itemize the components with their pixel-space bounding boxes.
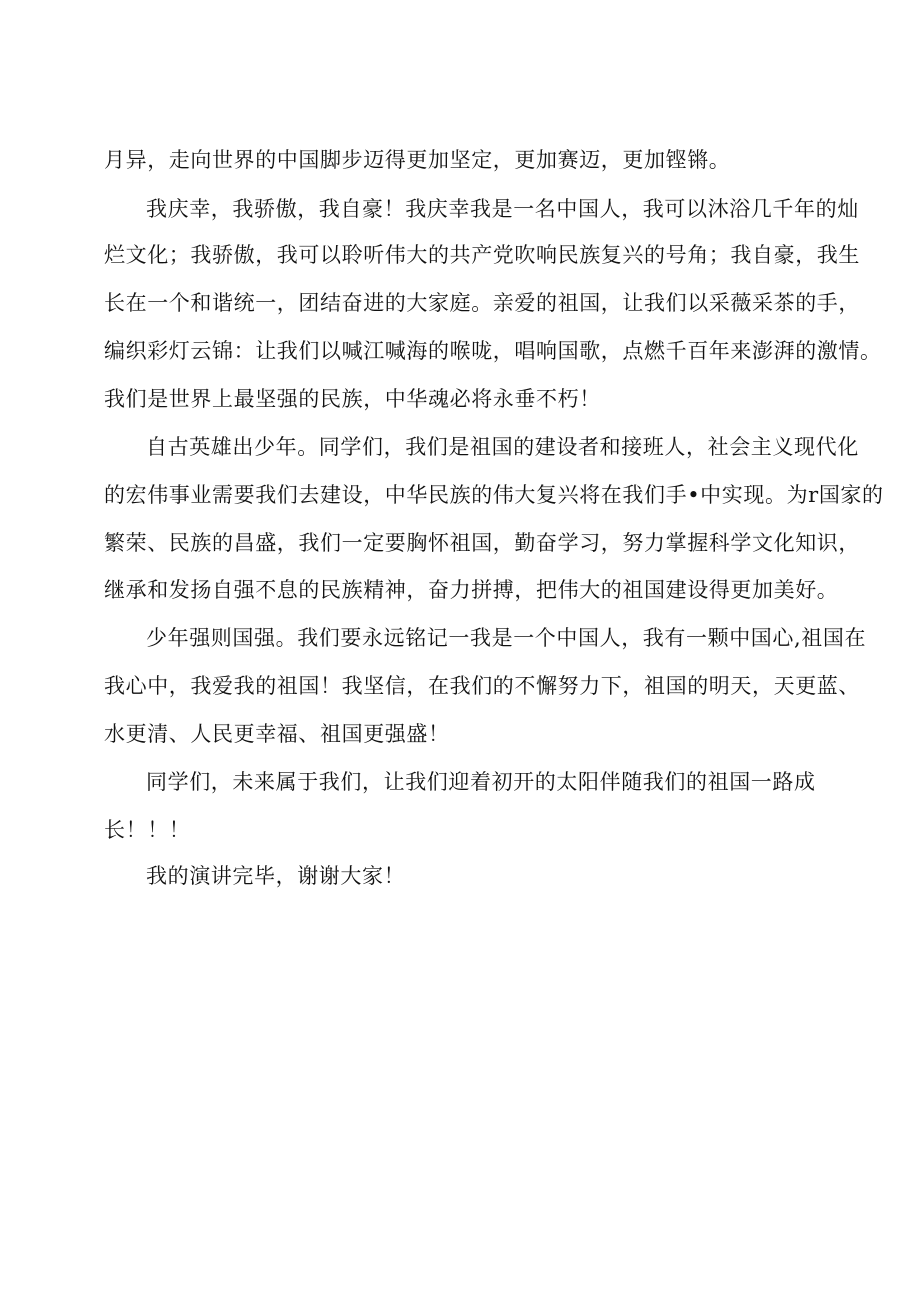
text-line: 水更清、人民更幸福、祖国更强盛！	[104, 722, 450, 746]
text-line: 长在一个和谐统一，团结奋进的大家庭。亲爱的祖国，让我们以采薇采茶的手，	[104, 291, 860, 315]
text-line: 长！！！	[104, 818, 191, 842]
text-line: 同学们，未来属于我们，让我们迎着初开的太阳伴随我们的祖国一路成	[146, 770, 816, 794]
text-line: 编织彩灯云锦：让我们以喊江喊海的喉咙，唱响国歌，点燃千百年来澎湃的激情。	[104, 339, 882, 363]
text-line: 我心中，我爱我的祖国！我坚信，在我们的不懈努力下，祖国的明天，天更蓝、	[104, 674, 860, 698]
text-line: 我们是世界上最坚强的民族，中华魂必将永垂不朽！	[104, 387, 601, 411]
text-line: 自古英雄出少年。同学们，我们是祖国的建设者和接班人，社会主义现代化	[146, 435, 859, 459]
text-line: 烂文化；我骄傲，我可以聆听伟大的共产党吹响民族复兴的号角；我自豪，我生	[104, 243, 860, 267]
text-line: 月异，走向世界的中国脚步迈得更加坚定，更加赛迈，更加铿锵。	[104, 148, 731, 172]
text-line: 的宏伟事业需要我们去建设，中华民族的伟大复兴将在我们手•中实现。为r国家的	[104, 483, 884, 507]
text-line: 我的演讲完毕，谢谢大家！	[146, 864, 406, 888]
text-line: 少年强则国强。我们要永远铭记一我是一个中国人，我有一颗中国心,祖国在	[146, 626, 867, 650]
text-line: 我庆幸，我骄傲，我自豪！我庆幸我是一名中国人，我可以沐浴几千年的灿	[146, 197, 859, 221]
text-line: 繁荣、民族的昌盛，我们一定要胸怀祖国，勤奋学习，努力掌握科学文化知识，	[104, 531, 860, 555]
text-line: 继承和发扬自强不息的民族精神，奋力拼搏，把伟大的祖国建设得更加美好。	[104, 578, 839, 602]
